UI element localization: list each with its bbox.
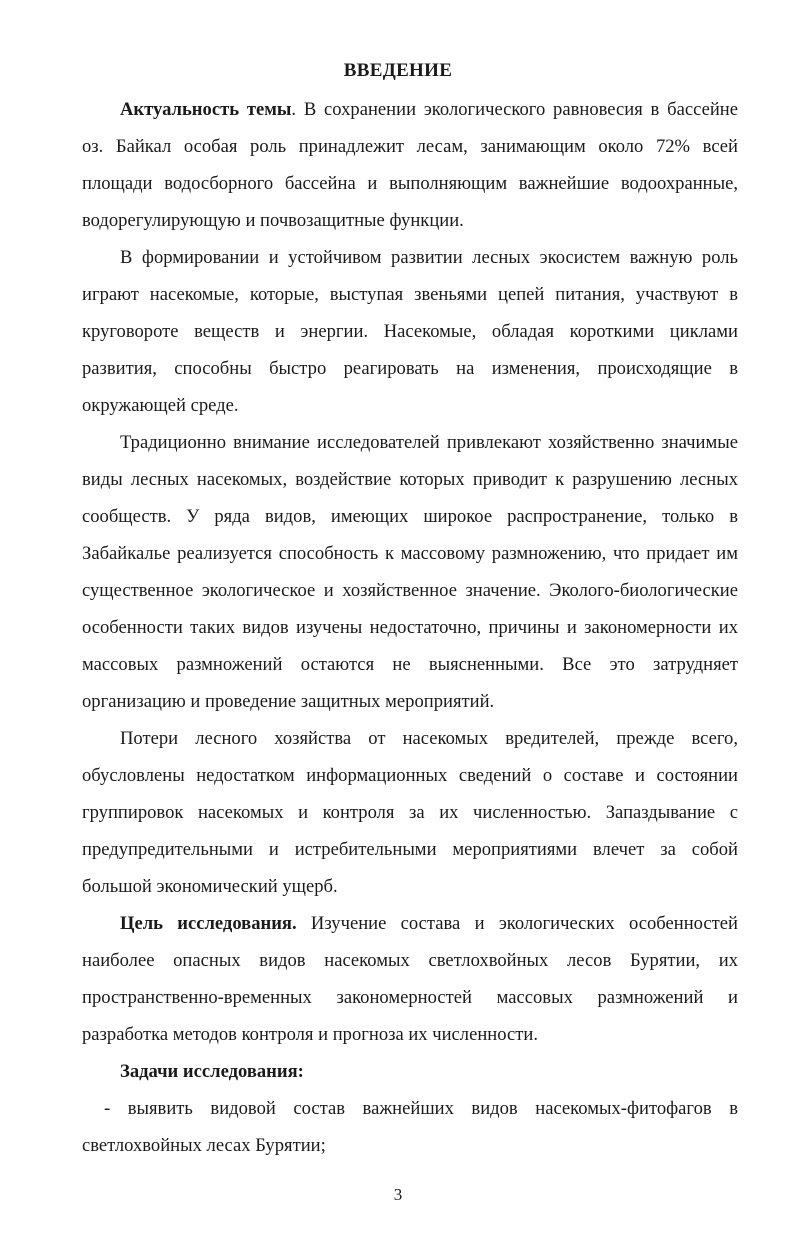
relevance-text: . В сохранении экологического равновесия в бассейне оз. Байкал особая роль принадлежит лесам, занимающим около 72% всей площади водосборного бассейна и выполняющим важнейшие водоохранные, водорегулирующую и почвозащитные функции. bbox=[82, 99, 738, 231]
section-title: ВВЕДЕНИЕ bbox=[343, 60, 453, 81]
relevance-label: Актуальность темы bbox=[120, 99, 292, 120]
page-number: 3 bbox=[393, 1185, 403, 1204]
tasks-heading: Задачи исследования: bbox=[120, 1061, 304, 1082]
document-body bbox=[82, 91, 738, 1164]
paragraph-forestry-losses: Потери лесного хозяйства от насекомых вредителей, прежде всего, обусловлены недостатком информационных сведений о составе и состоянии группировок насекомых и контроля за их численностью. Запаздывание с предупредительными и истребительными мероприятиями влечет за собой большой экономический ущерб. bbox=[82, 728, 738, 897]
goal-text: Изучение состава и экологических особенностей наиболее опасных видов насекомых светлохвойных лесов Бурятии, их пространственно-временных закономерностей массовых размножений и разработка методов контроля и прогноза их численности. bbox=[82, 913, 739, 1045]
task-item: - выявить видовой состав важнейших видов насекомых-фитофагов в светлохвойных лесах Бурятии; bbox=[82, 1098, 738, 1156]
goal-paragraph bbox=[82, 905, 738, 1053]
paragraph-economic-species: Традиционно внимание исследователей привлекают хозяйственно значимые виды лесных насекомых, воздействие которых приводит к разрушению лесных сообществ. У ряда видов, имеющих широкое распространение, только в Забайкалье реализуется способность к массовому размножению, что придает им существенное экологическое и хозяйственное значение. Эколого-биологические особенности таких видов изучены недостаточно, причины и закономерности их массовых размножений остаются не выясненными. Все это затрудняет организацию и проведение защитных мероприятий. bbox=[82, 432, 738, 712]
goal-label: Цель исследования. bbox=[120, 913, 297, 934]
paragraph-insects-role: В формировании и устойчивом развитии лесных экосистем важную роль играют насекомые, которые, выступая звеньями цепей питания, участвуют в круговороте веществ и энергии. Насекомые, обладая короткими циклами развития, способны быстро реагировать на изменения, происходящие в окружающей среде. bbox=[82, 247, 738, 416]
relevance-paragraph bbox=[82, 91, 738, 239]
